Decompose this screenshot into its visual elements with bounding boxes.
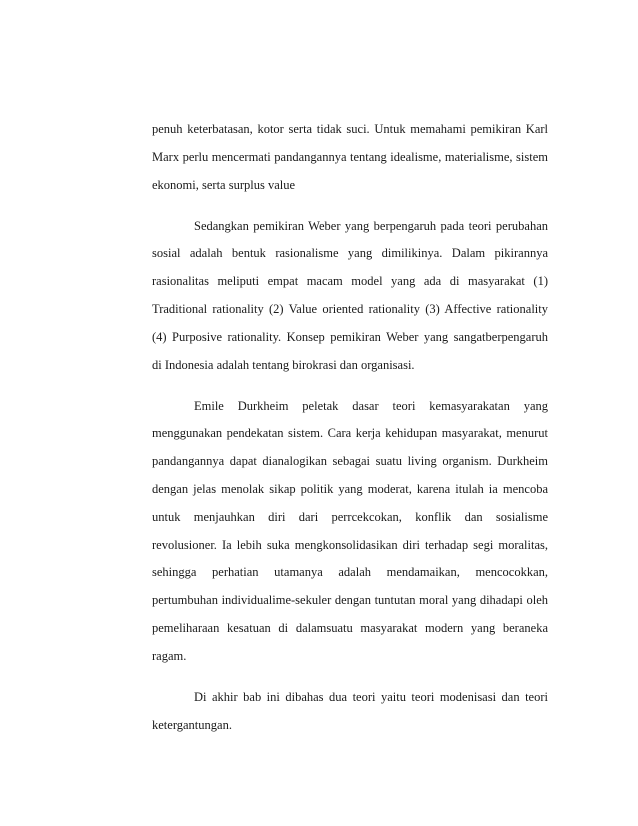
text-line: pertumbuhan individualime-sekuler dengan tuntutan moral yang dihadapi oleh bbox=[152, 593, 548, 608]
text-line: sehingga perhatian utamanya adalah mendamaikan, mencocokkan, bbox=[152, 565, 548, 580]
text-line: di Indonesia adalah tentang birokrasi dan organisasi. bbox=[152, 357, 415, 372]
text-line: untuk menjauhkan diri dari perrcekcokan, konflik dan sosialisme bbox=[152, 509, 548, 524]
paragraph-durkheim bbox=[152, 393, 548, 671]
text-line: menggunakan pendekatan sistem. Cara kerja kehidupan masyarakat, menurut bbox=[152, 426, 548, 441]
text-line: ketergantungan. bbox=[152, 717, 232, 732]
text-line: sosial adalah bentuk rasionalisme yang dimilikinya. Dalam pikirannya bbox=[152, 246, 548, 261]
text-line: pemeliharaan kesatuan di dalamsuatu masyarakat modern yang beraneka bbox=[152, 620, 548, 635]
text-line: pandangannya dapat dianalogikan sebagai suatu living organism. Durkheim bbox=[152, 454, 548, 469]
text-line: Emile Durkheim peletak dasar teori kemasyarakatan yang bbox=[194, 398, 548, 413]
text-line: ragam. bbox=[152, 648, 187, 663]
text-line: penuh keterbatasan, kotor serta tidak suci. Untuk memahami pemikiran Karl bbox=[152, 122, 548, 136]
text-line: Traditional rationality (2) Value oriented rationality (3) Affective rationality bbox=[152, 301, 548, 316]
body-text bbox=[152, 116, 548, 739]
text-line: dengan jelas menolak sikap politik yang moderat, karena itulah ia mencoba bbox=[152, 481, 548, 496]
text-line: (4) Purposive rationality. Konsep pemikiran Weber yang sangatberpengaruh bbox=[152, 329, 548, 344]
text-line: rasionalitas meliputi empat macam model yang ada di masyarakat (1) bbox=[152, 274, 548, 289]
paragraph-weber bbox=[152, 213, 548, 380]
text-line: Marx perlu mencermati pandangannya tentang idealisme, materialisme, sistem bbox=[152, 149, 548, 164]
text-line: Di akhir bab ini dibahas dua teori yaitu teori modenisasi dan teori bbox=[194, 689, 548, 704]
paragraph-closing bbox=[152, 684, 548, 740]
text-line: Sedangkan pemikiran Weber yang berpengaruh pada teori perubahan bbox=[194, 218, 548, 233]
text-line: revolusioner. Ia lebih suka mengkonsolidasikan diri terhadap segi moralitas, bbox=[152, 537, 548, 552]
paragraph-marx bbox=[152, 116, 548, 199]
text-line: ekonomi, serta surplus value bbox=[152, 177, 296, 192]
